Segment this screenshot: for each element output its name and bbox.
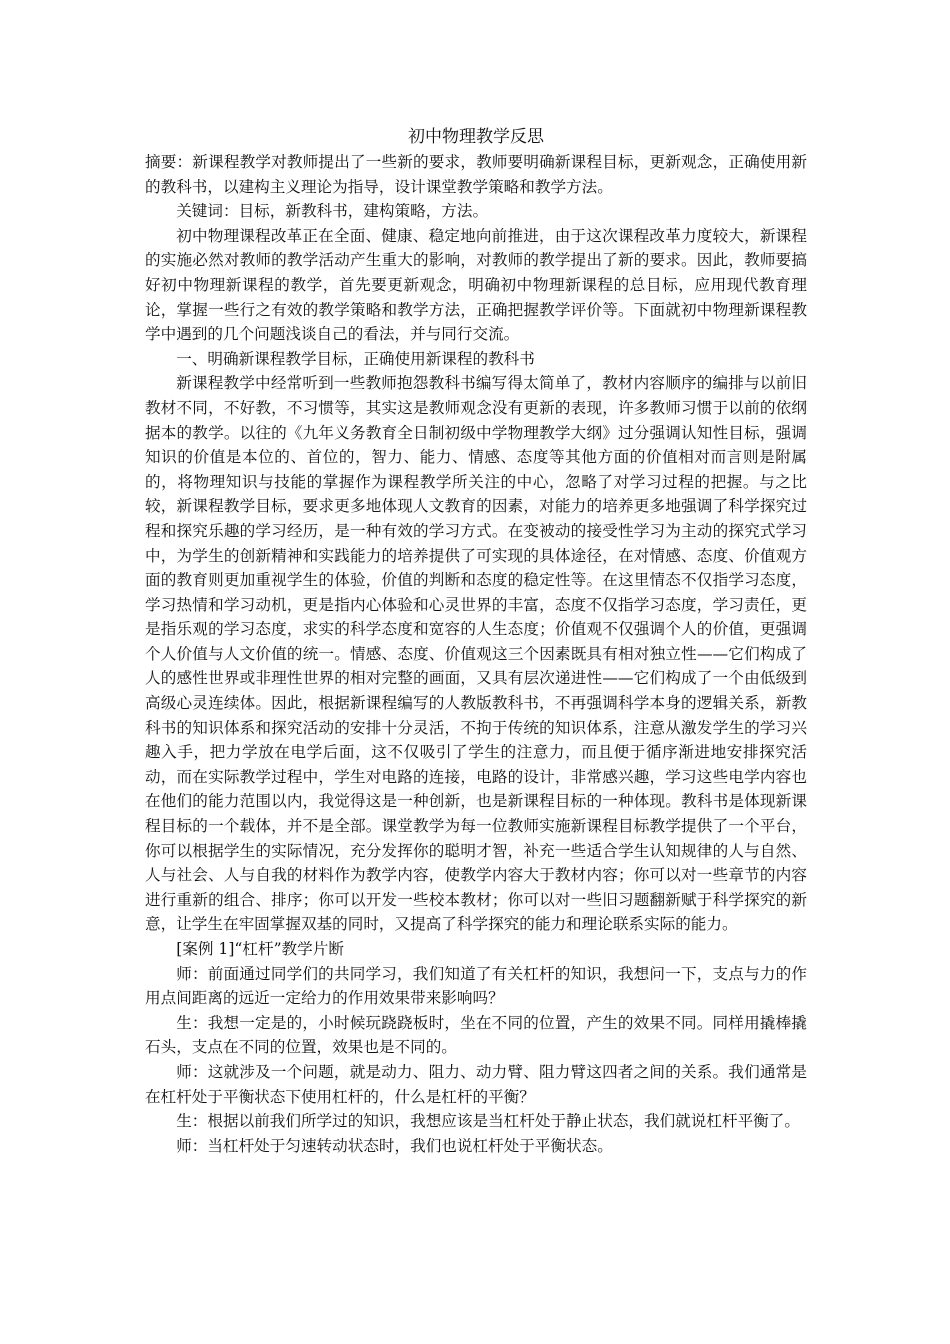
document-page	[145, 124, 807, 1158]
paragraph: 新课程教学中经常听到一些教师抱怨教科书编写得太简单了，教材内容顺序的编排与以前旧教材不同，不好教，不习惯等，其实这是教师观念没有更新的表现，许多教师习惯于以前的依纲据本的教学。以往的《九年义务教育全日制初级中学物理教学大纲》过分强调认知性目标，强调知识的价值是本位的、首位的，智力、能力、情感、态度等其他方面的价值相对而言则是附属的，将物理知识与技能的掌握作为课程教学所关注的中心，忽略了对学习过程的把握。与之比较，新课程教学目标，要求更多地体现人文教育的因素，对能力的培养更多地强调了科学探究过程和探究乐趣的学习经历，是一种有效的学习方式。在变被动的接受性学习为主动的探究式学习中，为学生的创新精神和实践能力的培养提供了可实现的具体途径，在对情感、态度、价值观方面的教育则更加重视学生的体验，价值的判断和态度的稳定性等。在这里情态不仅指学习态度，学习热情和学习动机，更是指内心体验和心灵世界的丰富，态度不仅指学习态度，学习责任，更是指乐观的学习态度，求实的科学态度和宽容的人生态度；价值观不仅强调个人的价值，更强调个人价值与人文价值的统一。情感、态度、价值观这三个因素既具有相对独立性——它们构成了人的感性世界或非理性世界的相对完整的画面，又具有层次递进性——它们构成了一个由低级到高级心灵连续体。因此，根据新课程编写的人教版教科书，不再强调科学本身的逻辑关系，新教科书的知识体系和探究活动的安排十分灵活，不拘于传统的知识体系，注意从激发学生的学习兴趣入手，把力学放在电学后面，这不仅吸引了学生的注意力，而且便于循序渐进地安排探究活动，而在实际教学过程中，学生对电路的连接，电路的设计，非常感兴趣，学习这些电学内容也在他们的能力范围以内，我觉得这是一种创新，也是新课程目标的一种体现。教科书是体现新课程目标的一个载体，并不是全部。课堂教学为每一位教师实施新课程目标教学提供了一个平台，你可以根据学生的实际情况，充分发挥你的聪明才智，补充一些适合学生认知规律的人与自然、人与社会、人与自我的材料作为教学内容，使教学内容大于教材内容；你可以对一些章节的内容进行重新的组合、排序；你可以开发一些校本教材；你可以对一些旧习题翻新赋于科学探究的新意，让学生在牢固掌握双基的同时，又提高了科学探究的能力和理论联系实际的能力。	[145, 374, 807, 934]
document-body	[145, 150, 807, 1158]
paragraph: 师：前面通过同学们的共同学习，我们知道了有关杠杆的知识，我想问一下，支点与力的作用点间距离的远近一定给力的作用效果带来影响吗？	[145, 964, 807, 1008]
paragraph: 摘要：新课程教学对教师提出了一些新的要求，教师要明确新课程目标，更新观念，正确使用新的教科书，以建构主义理论为指导，设计课堂教学策略和教学方法。	[145, 153, 807, 196]
paragraph: 初中物理课程改革正在全面、健康、稳定地向前推进，由于这次课程改革力度较大，新课程的实施必然对教师的教学活动产生重大的影响，对教师的教学提出了新的要求。因此，教师要搞好初中物理新课程的教学，首先要更新观念，明确初中物理新课程的总目标，应用现代教育理论，掌握一些行之有效的教学策略和教学方法，正确把握教学评价等。下面就初中物理新课程教学中遇到的几个问题浅谈自己的看法，并与同行交流。	[145, 226, 807, 344]
paragraph: 生：我想一定是的，小时候玩跷跷板时，坐在不同的位置，产生的效果不同。同样用撬棒撬石头，支点在不同的位置，效果也是不同的。	[145, 1013, 807, 1057]
paragraph: 关键词：目标，新教科书，建构策略，方法。	[176, 202, 489, 221]
paragraph: 生：根据以前我们所学过的知识，我想应该是当杠杆处于静止状态，我们就说杠杆平衡了。	[176, 1112, 800, 1131]
paragraph: [案例 1]“杠杆”教学片断	[176, 940, 344, 958]
paragraph: 师：当杠杆处于匀速转动状态时，我们也说杠杆处于平衡状态。	[176, 1136, 613, 1155]
paragraph: 师：这就涉及一个问题，就是动力、阻力、动力臂、阻力臂这四者之间的关系。我们通常是在杠杆处于平衡状态下使用杠杆的，什么是杠杆的平衡？	[145, 1062, 807, 1106]
paragraph: 一、明确新课程教学目标，正确使用新课程的教科书	[176, 349, 535, 368]
document-title: 初中物理教学反思	[408, 127, 544, 147]
